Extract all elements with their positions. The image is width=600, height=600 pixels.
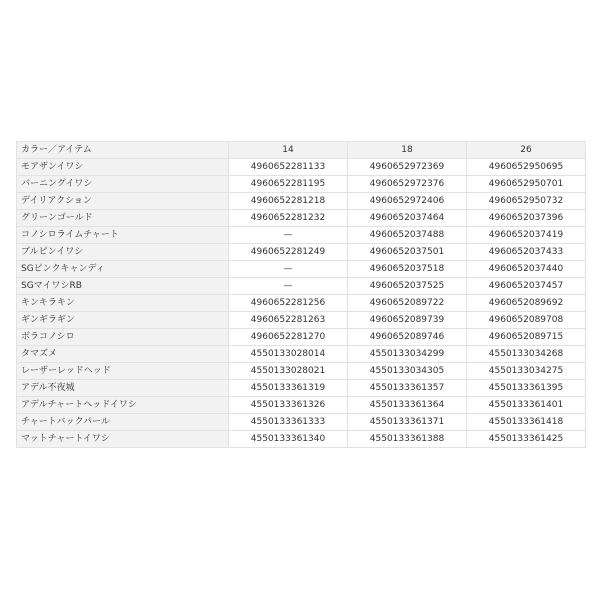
code-cell-14: —	[229, 278, 348, 295]
table-row	[17, 312, 586, 329]
table-row	[17, 176, 586, 193]
code-cell-18: 4960652037518	[348, 261, 467, 278]
table-row	[17, 278, 586, 295]
product-code-table-container	[16, 141, 585, 448]
code-cell-18: 4960652037501	[348, 244, 467, 261]
table-row	[17, 295, 586, 312]
code-cell-26: 4960652089715	[467, 329, 586, 346]
code-cell-18: 4550133361364	[348, 397, 467, 414]
code-cell-26: 4960652037440	[467, 261, 586, 278]
code-cell-18: 4960652037464	[348, 210, 467, 227]
code-cell-18: 4960652089739	[348, 312, 467, 329]
code-cell-26: 4960652950695	[467, 159, 586, 176]
color-name-cell: レーザーレッドヘッド	[17, 363, 229, 380]
table-row	[17, 261, 586, 278]
table-row	[17, 193, 586, 210]
code-cell-14: 4960652281249	[229, 244, 348, 261]
code-cell-26: 4960652089692	[467, 295, 586, 312]
color-name-cell: キンキラキン	[17, 295, 229, 312]
code-cell-26: 4960652037396	[467, 210, 586, 227]
code-cell-14: 4960652281133	[229, 159, 348, 176]
color-name-cell: チャートバックパール	[17, 414, 229, 431]
code-cell-26: 4550133361401	[467, 397, 586, 414]
table-row	[17, 414, 586, 431]
code-cell-18: 4550133034305	[348, 363, 467, 380]
code-cell-26: 4550133361418	[467, 414, 586, 431]
product-code-table	[16, 141, 586, 448]
code-cell-18: 4960652037525	[348, 278, 467, 295]
code-cell-14: 4960652281218	[229, 193, 348, 210]
color-name-cell: ボラコノシロ	[17, 329, 229, 346]
code-cell-14: 4550133361333	[229, 414, 348, 431]
table-row	[17, 329, 586, 346]
table-row	[17, 227, 586, 244]
table-row	[17, 380, 586, 397]
color-name-cell: マットチャートイワシ	[17, 431, 229, 448]
code-cell-18: 4960652972376	[348, 176, 467, 193]
code-cell-18: 4960652972406	[348, 193, 467, 210]
code-cell-14: —	[229, 227, 348, 244]
color-name-cell: グリーンゴールド	[17, 210, 229, 227]
code-cell-18: 4550133034299	[348, 346, 467, 363]
table-row	[17, 210, 586, 227]
table-row	[17, 346, 586, 363]
code-cell-26: 4960652950732	[467, 193, 586, 210]
table-header-row	[17, 142, 586, 159]
color-name-cell: ギンギラギン	[17, 312, 229, 329]
code-cell-18: 4960652089746	[348, 329, 467, 346]
table-row	[17, 363, 586, 380]
header-size-26: 26	[467, 142, 586, 159]
table-row	[17, 397, 586, 414]
code-cell-14: 4960652281270	[229, 329, 348, 346]
color-name-cell: SGピンクキャンディ	[17, 261, 229, 278]
code-cell-18: 4960652037488	[348, 227, 467, 244]
table-row	[17, 159, 586, 176]
code-cell-26: 4550133361395	[467, 380, 586, 397]
code-cell-18: 4960652972369	[348, 159, 467, 176]
code-cell-26: 4550133034268	[467, 346, 586, 363]
code-cell-14: 4960652281263	[229, 312, 348, 329]
color-name-cell: SGマイワシRB	[17, 278, 229, 295]
code-cell-26: 4960652037457	[467, 278, 586, 295]
header-size-14: 14	[229, 142, 348, 159]
code-cell-26: 4960652037433	[467, 244, 586, 261]
table-body	[17, 159, 586, 448]
color-name-cell: モアザンイワシ	[17, 159, 229, 176]
table-row	[17, 244, 586, 261]
code-cell-14: —	[229, 261, 348, 278]
code-cell-26: 4960652089708	[467, 312, 586, 329]
code-cell-14: 4550133028014	[229, 346, 348, 363]
code-cell-18: 4550133361357	[348, 380, 467, 397]
color-name-cell: タマズメ	[17, 346, 229, 363]
code-cell-18: 4550133361388	[348, 431, 467, 448]
table-row	[17, 431, 586, 448]
code-cell-14: 4550133361340	[229, 431, 348, 448]
header-size-18: 18	[348, 142, 467, 159]
color-name-cell: アデル不夜城	[17, 380, 229, 397]
code-cell-14: 4960652281232	[229, 210, 348, 227]
color-name-cell: ブルピンイワシ	[17, 244, 229, 261]
code-cell-14: 4960652281195	[229, 176, 348, 193]
header-color-item: カラー／アイテム	[17, 142, 229, 159]
code-cell-14: 4550133361326	[229, 397, 348, 414]
code-cell-26: 4550133361425	[467, 431, 586, 448]
code-cell-26: 4960652037419	[467, 227, 586, 244]
code-cell-14: 4550133028021	[229, 363, 348, 380]
color-name-cell: アデルチャートヘッドイワシ	[17, 397, 229, 414]
color-name-cell: デイリアクション	[17, 193, 229, 210]
code-cell-14: 4550133361319	[229, 380, 348, 397]
code-cell-14: 4960652281256	[229, 295, 348, 312]
color-name-cell: バーニングイワシ	[17, 176, 229, 193]
color-name-cell: コノシロライムチャート	[17, 227, 229, 244]
code-cell-26: 4960652950701	[467, 176, 586, 193]
code-cell-18: 4550133361371	[348, 414, 467, 431]
code-cell-18: 4960652089722	[348, 295, 467, 312]
code-cell-26: 4550133034275	[467, 363, 586, 380]
